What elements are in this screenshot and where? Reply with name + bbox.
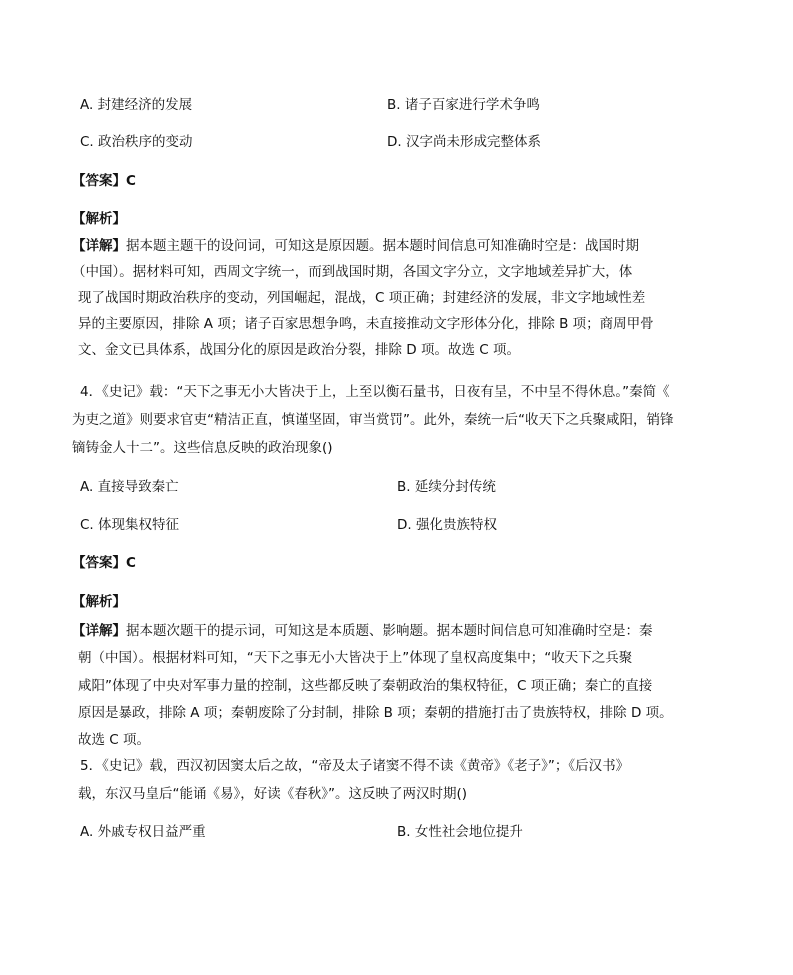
- question-stem: 载，东汉马皇后“能诵《易》，好读《春秋》”。这反映了两汉时期(): [78, 786, 468, 802]
- detail-line: 文、金文已具体系，战国分化的原因是政治分裂，排除 D 项。故选 C 项。: [78, 342, 520, 358]
- question-stem: 4．《史记》载：“天下之事无小大皆决于上，上至以衡石量书，日夜有呈，不中呈不得休息。”秦简《: [80, 384, 670, 400]
- option-b: B. 诸子百家进行学术争鸣: [387, 97, 540, 113]
- analysis-tag: 【解析】: [72, 211, 126, 227]
- answer-value: C: [126, 173, 136, 189]
- question-stem: 5．《史记》载，西汉初因窦太后之故，“帝及太子诸窦不得不读《黄帝》《老子》”；《后汉书》: [80, 758, 630, 774]
- detail-tag: 【详解】: [72, 238, 126, 254]
- detail-line: 故选 C 项。: [78, 732, 151, 748]
- question-stem: 镝铸金人十二”。这些信息反映的政治现象(): [72, 440, 333, 456]
- option-a: A. 直接导致秦亡: [80, 479, 179, 495]
- answer-line: [72, 172, 136, 190]
- detail-line: （中国）。据材料可知，西周文字统一，而到战国时期，各国文字分立，文字地域差异扩大，体: [72, 264, 633, 280]
- detail-line: 异的主要原因，排除 A 项；诸子百家思想争鸣，未直接推动文字形体分化，排除 B 项；商周甲骨: [78, 316, 654, 332]
- option-d: D. 汉字尚未形成完整体系: [387, 134, 541, 150]
- detail-line: 朝（中国）。根据材料可知，“天下之事无小大皆决于上”体现了皇权高度集中；“收天下之兵聚: [78, 650, 633, 666]
- option-d: D. 强化贵族特权: [397, 517, 497, 533]
- option-c: C. 体现集权特征: [80, 517, 180, 533]
- analysis-tag: 【解析】: [72, 594, 126, 610]
- question-stem: 为吏之道》则要求官吏“精洁正直，慎谨坚固，审当赏罚”。此外，秦统一后“收天下之兵聚咸阳，销锋: [72, 412, 674, 428]
- detail-tag: 【详解】: [72, 623, 126, 639]
- detail-line: [72, 622, 653, 640]
- option-a: A. 外戚专权日益严重: [80, 824, 206, 840]
- option-b: B. 延续分封传统: [397, 479, 496, 495]
- detail-line: 原因是暴政，排除 A 项；秦朝废除了分封制，排除 B 项；秦朝的措施打击了贵族特权，排除 D 项。: [78, 705, 673, 721]
- option-a: A. 封建经济的发展: [80, 97, 193, 113]
- detail-line: 现了战国时期政治秩序的变动，列国崛起，混战，C 项正确；封建经济的发展，非文字地域性差: [78, 290, 646, 306]
- detail-text: 据本题主题干的设问词，可知这是原因题。据本题时间信息可知准确时空是：战国时期: [126, 238, 639, 254]
- answer-value: C: [126, 555, 136, 571]
- answer-tag: 【答案】: [72, 173, 126, 189]
- detail-text: 据本题次题干的提示词，可知这是本质题、影响题。据本题时间信息可知准确时空是：秦: [126, 623, 653, 639]
- detail-line: 咸阳”体现了中央对军事力量的控制，这些都反映了秦朝政治的集权特征，C 项正确；秦亡的直接: [78, 678, 653, 694]
- option-b: B. 女性社会地位提升: [397, 824, 523, 840]
- answer-tag: 【答案】: [72, 555, 126, 571]
- answer-line: [72, 554, 136, 572]
- detail-line: [72, 237, 639, 255]
- option-c: C. 政治秩序的变动: [80, 134, 193, 150]
